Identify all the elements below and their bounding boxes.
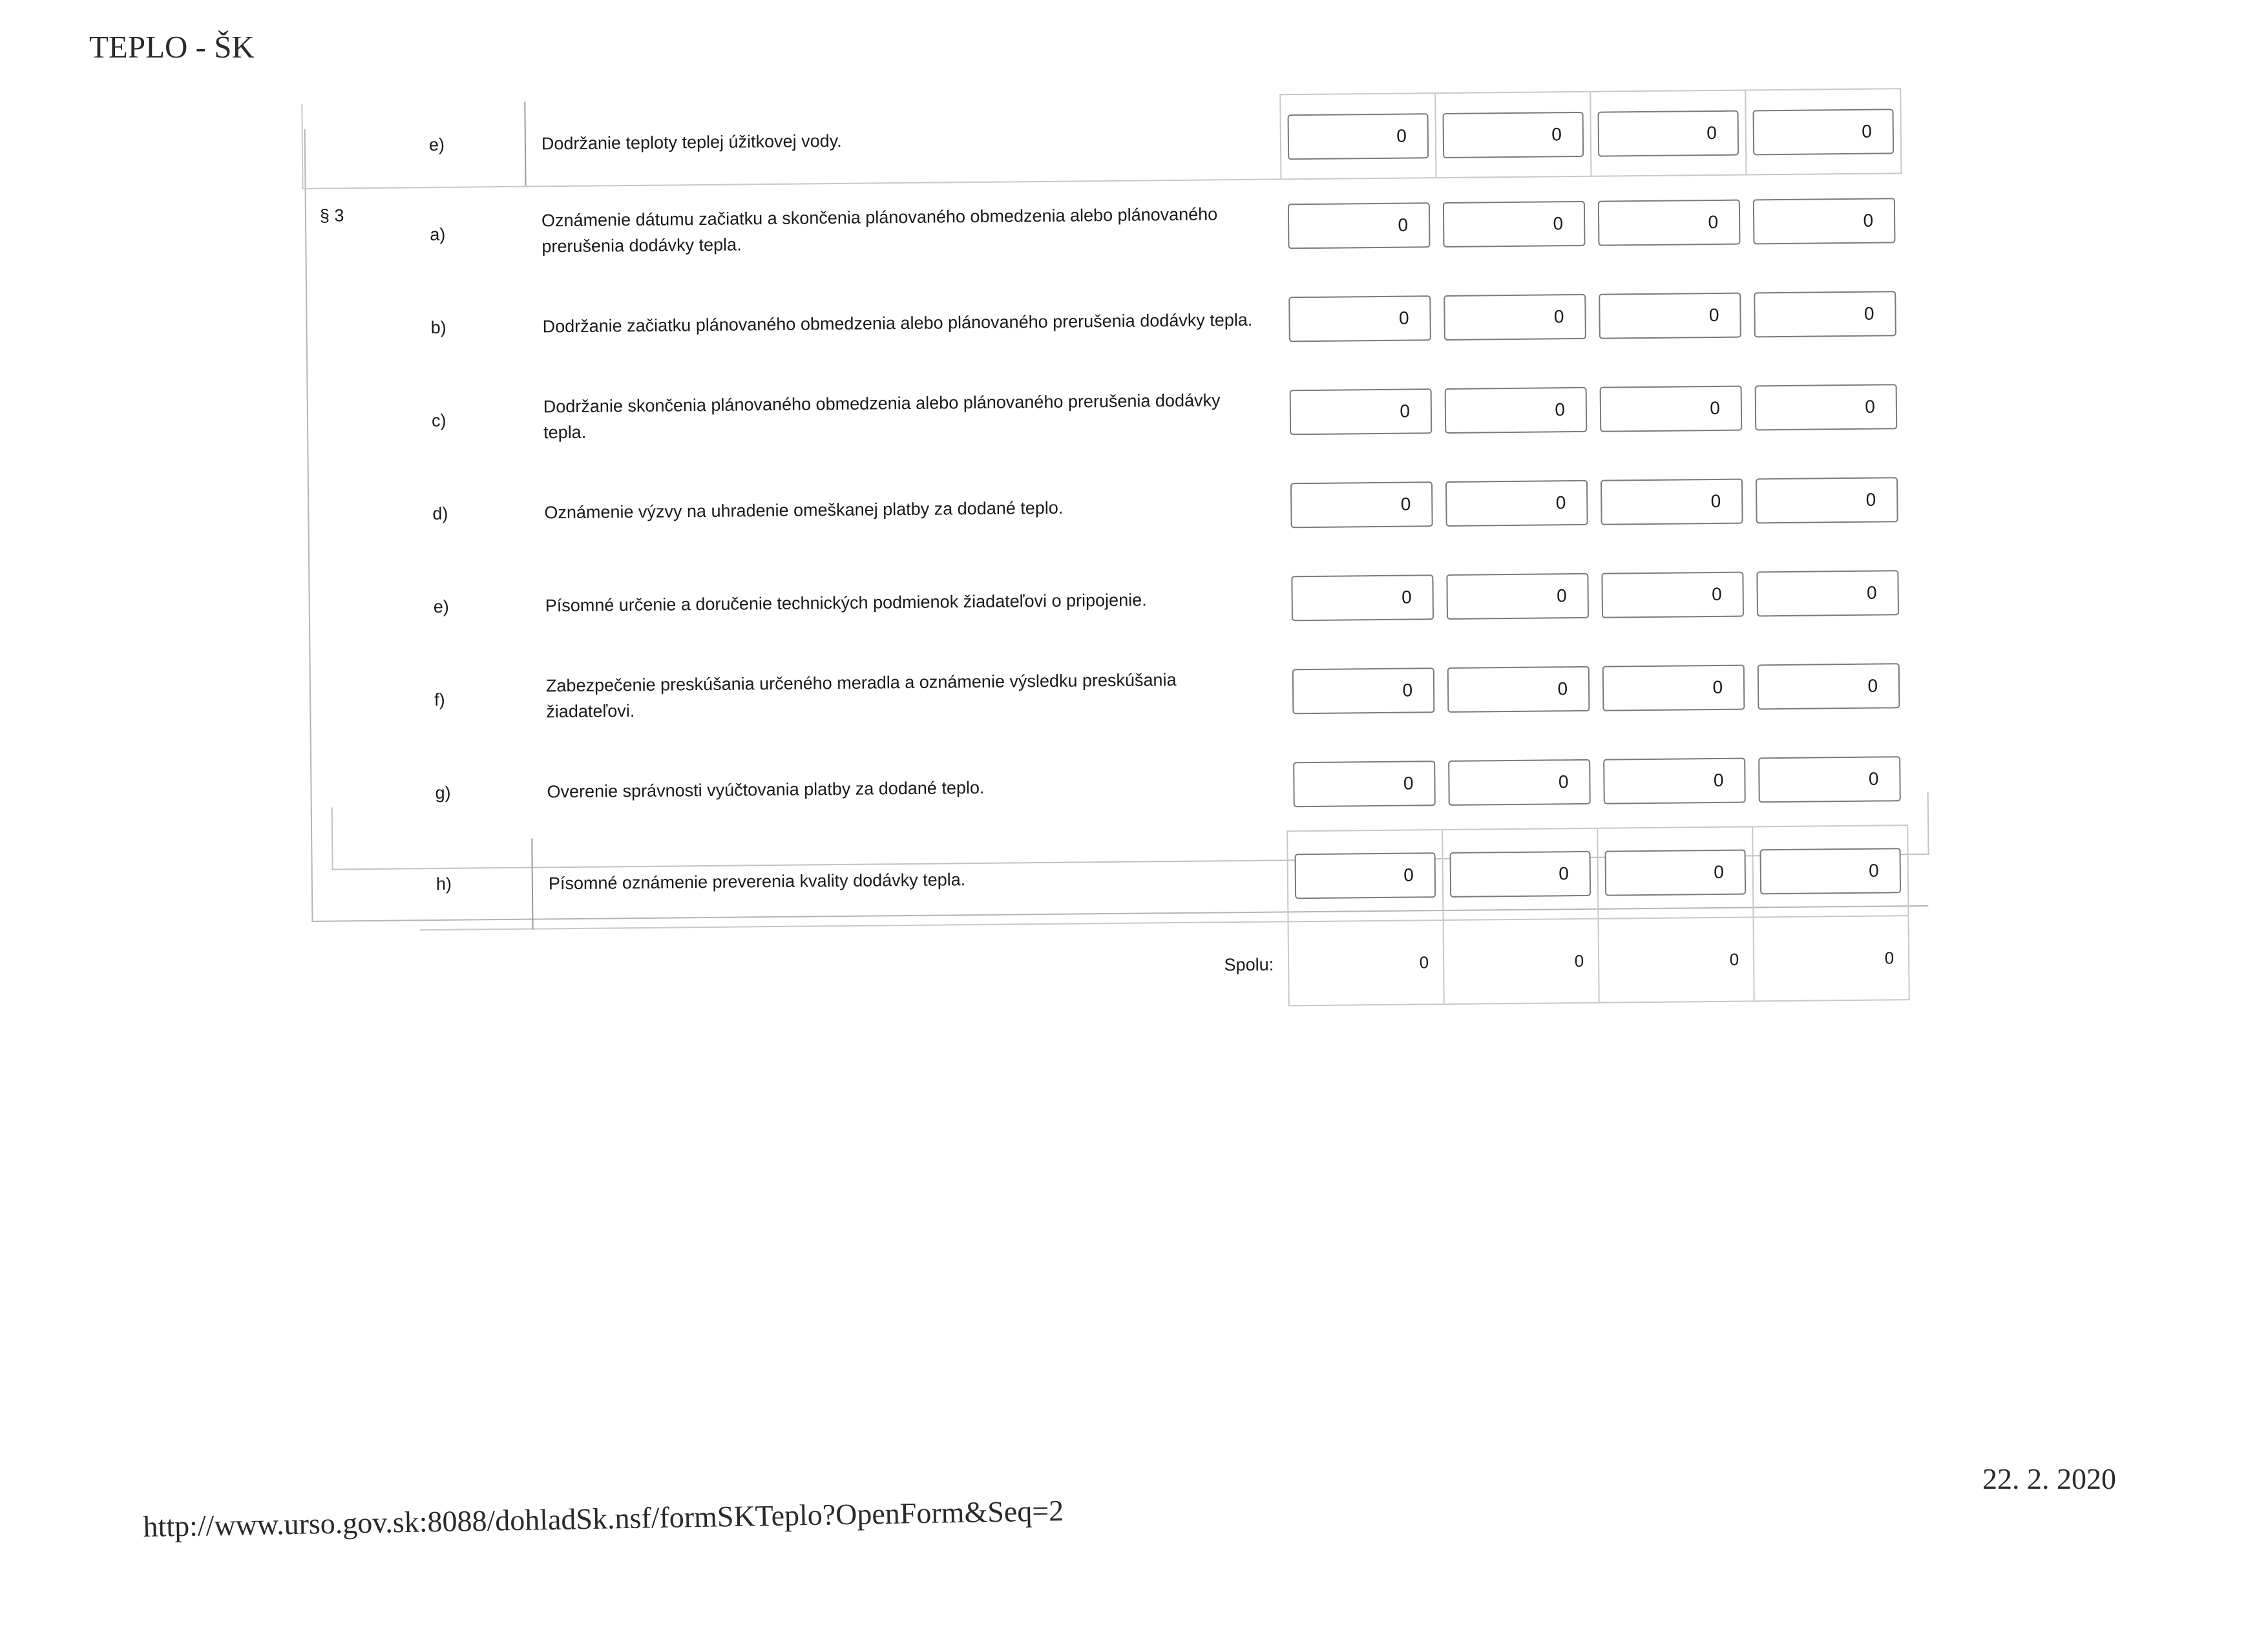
value-field[interactable]: 0 <box>1446 573 1589 620</box>
value-field[interactable]: 0 <box>1758 756 1901 803</box>
item-description: Dodržanie teploty teplej úžitkovej vody. <box>525 94 1281 186</box>
value-field[interactable]: 0 <box>1759 848 1901 894</box>
value-field[interactable]: 0 <box>1290 481 1433 528</box>
value-field[interactable]: 0 <box>1448 759 1591 805</box>
table-row <box>304 360 1904 468</box>
value-field[interactable]: 0 <box>1603 757 1746 804</box>
value-field[interactable]: 0 <box>1755 384 1898 430</box>
table-row <box>306 453 1905 562</box>
value-field[interactable]: 0 <box>1447 666 1590 713</box>
item-description: Oznámenie dátumu začiatku a skončenia plánovaného obmedzenia alebo plánovaného prerušenia dodávky tepla. <box>541 204 1218 257</box>
value-field[interactable]: 0 <box>1599 293 1741 339</box>
item-description: Oznámenie výzvy na uhradenie omeškanej platby za dodané teplo. <box>544 498 1064 523</box>
value-field[interactable]: 0 <box>1754 291 1896 337</box>
table-row <box>307 639 1906 748</box>
value-field[interactable]: 0 <box>1443 111 1584 158</box>
item-letter: g) <box>435 782 451 803</box>
total-label: Spolu: <box>533 921 1289 1013</box>
value-field[interactable]: 0 <box>1753 198 1896 244</box>
value-field[interactable]: 0 <box>1288 295 1431 342</box>
value-field[interactable]: 0 <box>1449 851 1591 898</box>
item-letter: b) <box>430 317 446 337</box>
item-letter: h) <box>436 874 452 894</box>
value-field[interactable]: 0 <box>1601 479 1743 525</box>
value-field[interactable]: 0 <box>1288 202 1431 249</box>
value-field[interactable]: 0 <box>1598 200 1741 246</box>
table-row <box>304 267 1903 375</box>
value-field[interactable]: 0 <box>1758 663 1900 709</box>
value-field[interactable]: 0 <box>1600 386 1743 432</box>
print-date: 22. 2. 2020 <box>1982 1462 2116 1495</box>
form-scan <box>299 68 1935 974</box>
value-field[interactable]: 0 <box>1756 570 1899 616</box>
item-description: Písomné určenie a doručenie technických podmienok žiadateľovi o pripojenie. <box>545 590 1147 616</box>
value-field[interactable]: 0 <box>1292 667 1435 714</box>
item-description: Písomné oznámenie preverenia kvality dodávky tepla. <box>532 831 1288 929</box>
value-field[interactable]: 0 <box>1756 477 1898 523</box>
table-row <box>306 546 1906 655</box>
item-letter: d) <box>432 503 448 523</box>
total-row <box>310 916 1909 1015</box>
value-field[interactable]: 0 <box>1295 852 1436 899</box>
value-field[interactable]: 0 <box>1293 761 1436 807</box>
item-description: Dodržanie skončenia plánovaného obmedzenia alebo plánovaného prerušenia dodávky tepla. <box>543 390 1221 443</box>
inspection-table <box>301 88 1909 1016</box>
value-field[interactable]: 0 <box>1290 388 1433 435</box>
value-field[interactable]: 0 <box>1291 574 1434 621</box>
section-label: § 3 <box>319 205 344 226</box>
value-field[interactable]: 0 <box>1445 387 1588 434</box>
item-letter: e) <box>412 102 525 188</box>
item-letter: e) <box>433 596 449 616</box>
value-field[interactable]: 0 <box>1602 665 1745 711</box>
table-row <box>302 89 1901 189</box>
table-row <box>309 825 1908 931</box>
value-field[interactable]: 0 <box>1752 109 1894 155</box>
value-field[interactable]: 0 <box>1597 110 1739 156</box>
item-description: Dodržanie začiatku plánovaného obmedzenia alebo plánovaného prerušenia dodávky tepla. <box>542 310 1253 337</box>
total-value: 0 <box>1444 919 1599 1004</box>
total-value: 0 <box>1753 916 1909 1001</box>
value-field[interactable]: 0 <box>1604 850 1746 896</box>
item-letter: f) <box>434 689 445 709</box>
item-description: Zabezpečenie preskúšania určeného meradla a oznámenie výsledku preskúšania žiadateľovi. <box>545 670 1177 722</box>
total-value: 0 <box>1288 920 1444 1005</box>
value-field[interactable]: 0 <box>1444 294 1586 341</box>
page-header-title: TEPLO - ŠK <box>89 29 255 65</box>
value-field[interactable]: 0 <box>1601 572 1744 618</box>
item-letter: a) <box>430 224 446 244</box>
print-url: http://www.urso.gov.sk:8088/dohladSk.nsf/formSKTeplo?OpenForm&Seq=2 <box>143 1494 1064 1544</box>
table-row <box>303 173 1902 282</box>
item-description: Overenie správnosti vyúčtovania platby za dodané teplo. <box>547 777 985 802</box>
item-letter: c) <box>431 410 446 430</box>
total-value: 0 <box>1598 917 1754 1002</box>
value-field[interactable]: 0 <box>1288 113 1429 160</box>
value-field[interactable]: 0 <box>1445 480 1588 527</box>
table-row <box>308 732 1907 841</box>
value-field[interactable]: 0 <box>1443 201 1586 247</box>
